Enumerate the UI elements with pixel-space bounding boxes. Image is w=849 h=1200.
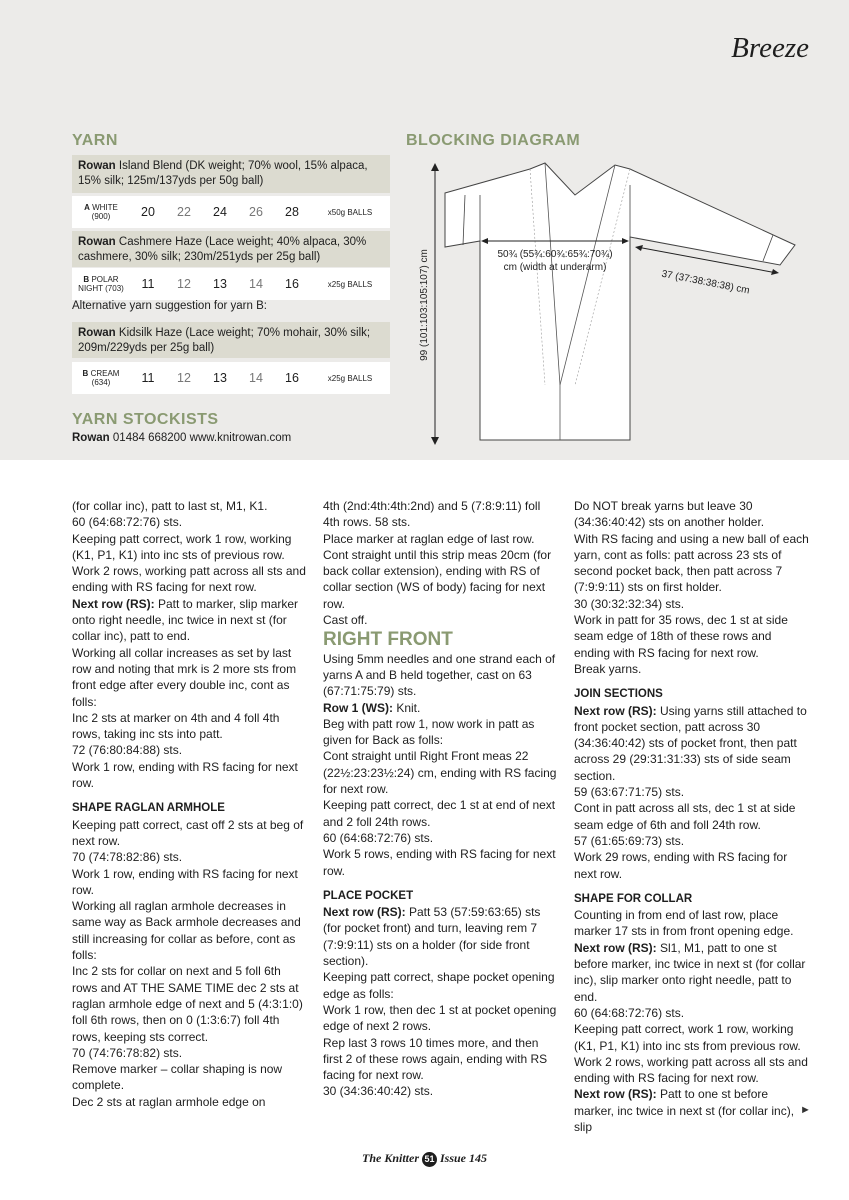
instruction-line	[72, 1061, 308, 1094]
sleeve-arrow-head-left	[635, 245, 643, 251]
instruction-text: Patt to marker, slip marker onto right needle, inc twice in next st (for collar inc), patt to end.	[72, 596, 299, 644]
instruction-line	[574, 661, 810, 677]
qty-value: 14	[249, 277, 263, 291]
instruction-text: Work 5 rows, ending with RS facing for next row.	[323, 847, 556, 878]
row-label: Row 1 (WS):	[323, 700, 393, 715]
qty-value: 13	[213, 277, 227, 291]
length-label: 99 (101:103:105:107) cm	[419, 249, 430, 361]
row-label: Next row (RS):	[574, 703, 657, 718]
instruction-line	[323, 612, 559, 628]
row-label: Next row (RS):	[323, 905, 406, 920]
instruction-line	[72, 1094, 308, 1110]
garment-outline	[445, 163, 795, 440]
stockists-line	[72, 432, 291, 444]
instruction-line	[574, 784, 810, 800]
width-label-line1: 50¾ (55¾:60¾:65¾:70¾)	[497, 249, 613, 260]
instruction-text: Work 1 row, ending with RS facing for next row.	[72, 866, 298, 897]
qty-value: 11	[141, 277, 155, 291]
instruction-line	[574, 1021, 810, 1054]
instruction-text: Patt 53 (57:59:63:65) sts (for pocket front) and turn, leaving rem 7 (7:9:9:11) sts on a holder (for side front section).	[323, 905, 541, 969]
instruction-line	[323, 846, 559, 879]
blocking-diagram-heading: BLOCKING DIAGRAM	[406, 132, 581, 149]
instruction-line	[574, 596, 810, 612]
shade-name: POLAR	[91, 275, 119, 284]
instruction-text: 57 (61:65:69:73) sts.	[574, 833, 685, 848]
instruction-text: Cont in patt across all sts, dec 1 st at side seam edge of 6th and foll 24th row.	[574, 801, 796, 832]
shade-number: NIGHT (703)	[78, 284, 124, 293]
qty-unit: x50g BALLS	[327, 207, 373, 217]
instruction-line	[72, 710, 308, 743]
instruction-text: Inc 2 sts at marker on 4th and 4 foll 4th rows, taking inc sts into patt.	[72, 710, 280, 742]
qty-value: 26	[249, 205, 263, 219]
yarn-c-brand: Rowan	[78, 327, 116, 339]
qty-value: 22	[177, 205, 191, 219]
instruction-text: 59 (63:67:71:75) sts.	[574, 785, 685, 800]
section-subheading: JOIN SECTIONS	[574, 688, 663, 701]
yarn-b-desc: Cashmere Haze (Lace weight; 40% alpaca, 30% cashmere, 30% silk; 230m/251yds per 25g ball)	[78, 236, 367, 263]
instruction-line	[574, 833, 810, 849]
yarn-c-shade	[72, 369, 130, 387]
instruction-line	[323, 969, 559, 1002]
instruction-text: Keeping patt correct, dec 1 st at end of next and 2 foll 24th rows.	[323, 798, 556, 829]
qty-value: 12	[177, 371, 191, 385]
instruction-text: 60 (64:68:72:76) sts.	[72, 515, 183, 530]
stockists-heading: YARN STOCKISTS	[72, 411, 219, 428]
instructions-column-2	[323, 498, 559, 1100]
qty-value: 12	[177, 277, 191, 291]
instruction-text: Cont straight until this strip meas 20cm (for back collar extension), ending with RS of collar section (WS of body) facing for next row.	[323, 547, 552, 611]
instruction-line	[72, 817, 308, 850]
qty-value: 28	[285, 205, 299, 219]
qty-value: 14	[249, 371, 263, 385]
instruction-line	[323, 1002, 559, 1035]
instruction-text: Keeping patt correct, work 1 row, working (K1, P1, K1) into inc sts from previous row.	[574, 1022, 801, 1053]
instruction-line	[574, 703, 810, 784]
instruction-text: Break yarns.	[574, 661, 642, 676]
instruction-line	[72, 866, 308, 899]
instruction-text: Cont straight until Right Front meas 22 (22½:23:23½:24) cm, ending with RS facing for next row.	[323, 749, 557, 797]
instruction-text: Keeping patt correct, cast off 2 sts at beg of next row.	[72, 817, 304, 848]
instruction-text: Patt to one st before marker, inc twice in next st (for collar inc), slip	[574, 1087, 795, 1134]
instruction-text: 60 (64:68:72:76) sts.	[574, 1005, 685, 1020]
shade-code: B	[83, 275, 90, 284]
instruction-line	[323, 1035, 559, 1084]
yarn-a-brand: Rowan	[78, 160, 116, 172]
row-label: Next row (RS):	[574, 940, 657, 955]
instruction-line	[323, 748, 559, 797]
section-heading: RIGHT FRONT	[323, 629, 453, 651]
instruction-line	[323, 830, 559, 846]
instruction-line	[72, 498, 308, 514]
shade-number: (900)	[91, 212, 111, 221]
instruction-text: Work 2 rows, working patt across all sts and ending with RS facing for next row.	[72, 564, 306, 595]
yarn-b-shade	[72, 275, 130, 293]
page-footer	[0, 1151, 849, 1167]
instruction-text: Do NOT break yarns but leave 30 (34:36:40:42) sts on another holder.	[574, 499, 765, 530]
instruction-line	[574, 1005, 810, 1021]
instruction-text: Work 29 rows, ending with RS facing for next row.	[574, 850, 788, 881]
instruction-text: Work 2 rows, working patt across all sts and ending with RS facing for next row.	[574, 1054, 808, 1086]
yarn-a-desc: Island Blend (DK weight; 70% wool, 15% alpaca, 15% silk; 125m/137yds per 50g ball)	[78, 160, 368, 187]
instruction-text: Place marker at raglan edge of last row.	[323, 531, 535, 546]
instruction-line	[72, 514, 308, 530]
instruction-text: Using 5mm needles and one strand each of yarns A and B held together, cast on 63 (67:71:75:79) sts.	[323, 651, 556, 699]
instruction-text: Remove marker – collar shaping is now complete.	[72, 1062, 283, 1093]
instruction-line	[574, 940, 810, 1005]
yarn-a-quantities	[72, 196, 390, 228]
instruction-text: Knit.	[393, 700, 421, 715]
qty-unit: x25g BALLS	[327, 373, 373, 383]
issue-number: Issue 145	[440, 1151, 488, 1165]
instruction-line	[72, 563, 308, 596]
instruction-text: Work 1 row, ending with RS facing for next row.	[72, 759, 298, 791]
section-subheading: PLACE POCKET	[323, 889, 414, 902]
instruction-line	[574, 907, 810, 940]
instruction-text: Dec 2 sts at raglan armhole edge on	[72, 1094, 266, 1109]
shade-name: WHITE	[92, 203, 118, 212]
row-label: Next row (RS):	[72, 596, 155, 611]
instruction-line	[574, 1054, 810, 1087]
instruction-text: 70 (74:76:78:82) sts.	[72, 1045, 183, 1060]
arrow-head-bottom	[431, 437, 439, 445]
instruction-text: Work 1 row, then dec 1 st at pocket opening edge of next 2 rows.	[323, 1002, 557, 1034]
yarn-box-a	[72, 155, 390, 193]
yarn-box-c	[72, 322, 390, 358]
instruction-text: Working all raglan armhole decreases in same way as Back armhole decreases and still increasing for collar as before, cont as folls:	[72, 899, 301, 963]
stockist-brand: Rowan	[72, 432, 110, 444]
instruction-line	[323, 700, 559, 716]
instruction-text: Cast off.	[323, 613, 368, 628]
instruction-line	[323, 547, 559, 612]
qty-value: 13	[213, 371, 227, 385]
instruction-line	[574, 849, 810, 882]
yarn-heading: YARN	[72, 132, 118, 149]
instruction-line	[72, 1045, 308, 1061]
blocking-diagram	[405, 155, 825, 455]
yarn-c-desc: Kidsilk Haze (Lace weight; 70% mohair, 30% silk; 209m/229yds per 25g ball)	[78, 327, 371, 354]
instruction-text: Working all collar increases as set by last row and noting that mrk is 2 more sts from front edge after every double inc, cont as folls:	[72, 645, 297, 709]
page-number: 51	[422, 1152, 437, 1167]
instruction-line	[574, 1086, 810, 1135]
instruction-text: 30 (34:36:40:42) sts.	[323, 1084, 434, 1099]
instruction-line	[574, 612, 810, 661]
instructions-column-3	[574, 498, 810, 1135]
instruction-line	[72, 759, 308, 792]
instruction-line	[72, 742, 308, 758]
instruction-text: Keeping patt correct, work 1 row, working (K1, P1, K1) into inc sts of previous row.	[72, 531, 292, 562]
yarn-c-quantities	[72, 362, 390, 394]
instruction-text: Sl1, M1, patt to one st before marker, inc twice in next st (for collar inc), slip marker onto right needle, patt to end.	[574, 940, 806, 1004]
row-label: Next row (RS):	[574, 1087, 657, 1102]
sleeve-arrow-head-right	[771, 269, 779, 275]
yarn-b-quantities	[72, 268, 390, 300]
qty-value: 24	[213, 205, 227, 219]
section-subheading: SHAPE RAGLAN ARMHOLE	[72, 802, 225, 815]
instruction-line	[323, 651, 559, 700]
shade-number: (634)	[91, 378, 111, 387]
page-title: Breeze	[731, 32, 809, 64]
instruction-text: Counting in from end of last row, place marker 17 sts in from front opening edge.	[574, 908, 794, 939]
instruction-text: Beg with patt row 1, now work in patt as given for Back as folls:	[323, 716, 535, 748]
instruction-line	[323, 716, 559, 749]
instruction-text: Work in patt for 35 rows, dec 1 st at side seam edge of 18th of these rows and ending with RS facing for next row.	[574, 613, 788, 660]
instruction-text: (for collar inc), patt to last st, M1, K1.	[72, 499, 268, 513]
qty-value: 16	[285, 371, 299, 385]
instruction-line	[323, 904, 559, 969]
yarn-a-shade	[72, 203, 130, 221]
shade-code: B	[82, 369, 89, 378]
instruction-line	[72, 645, 308, 710]
yarn-box-b	[72, 231, 390, 267]
instruction-text: 60 (64:68:72:76) sts.	[323, 830, 434, 845]
instruction-text: Rep last 3 rows 10 times more, and then first 2 of these rows again, ending with RS facing for next row.	[323, 1035, 548, 1083]
shade-code: A	[84, 203, 90, 212]
qty-value: 16	[285, 277, 299, 291]
shade-name: CREAM	[90, 369, 120, 378]
qty-unit: x25g BALLS	[327, 279, 373, 289]
instruction-line	[323, 1083, 559, 1099]
section-subheading: SHAPE FOR COLLAR	[574, 892, 693, 905]
instruction-line	[72, 849, 308, 865]
stockist-details: 01484 668200 www.knitrowan.com	[109, 432, 292, 444]
instruction-line	[72, 531, 308, 564]
instruction-text: Keeping patt correct, shape pocket opening edge as folls:	[323, 970, 555, 1001]
instructions-column-1	[72, 498, 308, 1110]
instruction-line	[72, 898, 308, 963]
instruction-text: 4th (2nd:4th:4th:2nd) and 5 (7:8:9:11) foll 4th rows. 58 sts.	[323, 499, 541, 530]
instruction-line	[72, 963, 308, 1044]
instruction-text: With RS facing and using a new ball of each yarn, cont as folls: patt across 23 sts of second pocket back, then patt across 7 (7:9:9:11) sts on first holder.	[574, 531, 809, 595]
qty-value: 11	[141, 371, 155, 385]
instruction-line	[323, 498, 559, 531]
instruction-line	[72, 596, 308, 645]
instruction-line	[574, 800, 810, 833]
arrow-head-top	[431, 163, 439, 171]
sleeve-label: 37 (37:38:38:38) cm	[660, 268, 751, 297]
yarn-b-brand: Rowan	[78, 236, 116, 248]
width-label-line2: cm (width at underarm)	[503, 262, 607, 273]
instruction-text: 30 (30:32:32:34) sts.	[574, 596, 685, 611]
instruction-line	[574, 498, 810, 531]
magazine-name: The Knitter	[361, 1151, 419, 1165]
continue-arrow-icon: ►	[800, 1104, 811, 1116]
instruction-text: Inc 2 sts for collar on next and 5 foll 6th rows and AT THE SAME TIME dec 2 sts at raglan armhole edge of next and 5 (4:3:1:0) foll 6th rows, then on 0 (1:3:6:7) foll 4th rows, keeping sts correct.	[72, 964, 303, 1044]
instruction-line	[323, 797, 559, 830]
instruction-text: Using yarns still attached to front pocket section, patt across 30 (34:36:40:42) sts of pocket front, then patt across 29 (29:31:31:33) sts of side seam section.	[574, 703, 807, 783]
alternative-yarn-note: Alternative yarn suggestion for yarn B:	[72, 300, 267, 312]
qty-value: 20	[141, 205, 155, 219]
instruction-line	[323, 531, 559, 547]
instruction-text: 72 (76:80:84:88) sts.	[72, 743, 183, 758]
instruction-text: 70 (74:78:82:86) sts.	[72, 850, 183, 865]
instruction-line	[574, 531, 810, 596]
